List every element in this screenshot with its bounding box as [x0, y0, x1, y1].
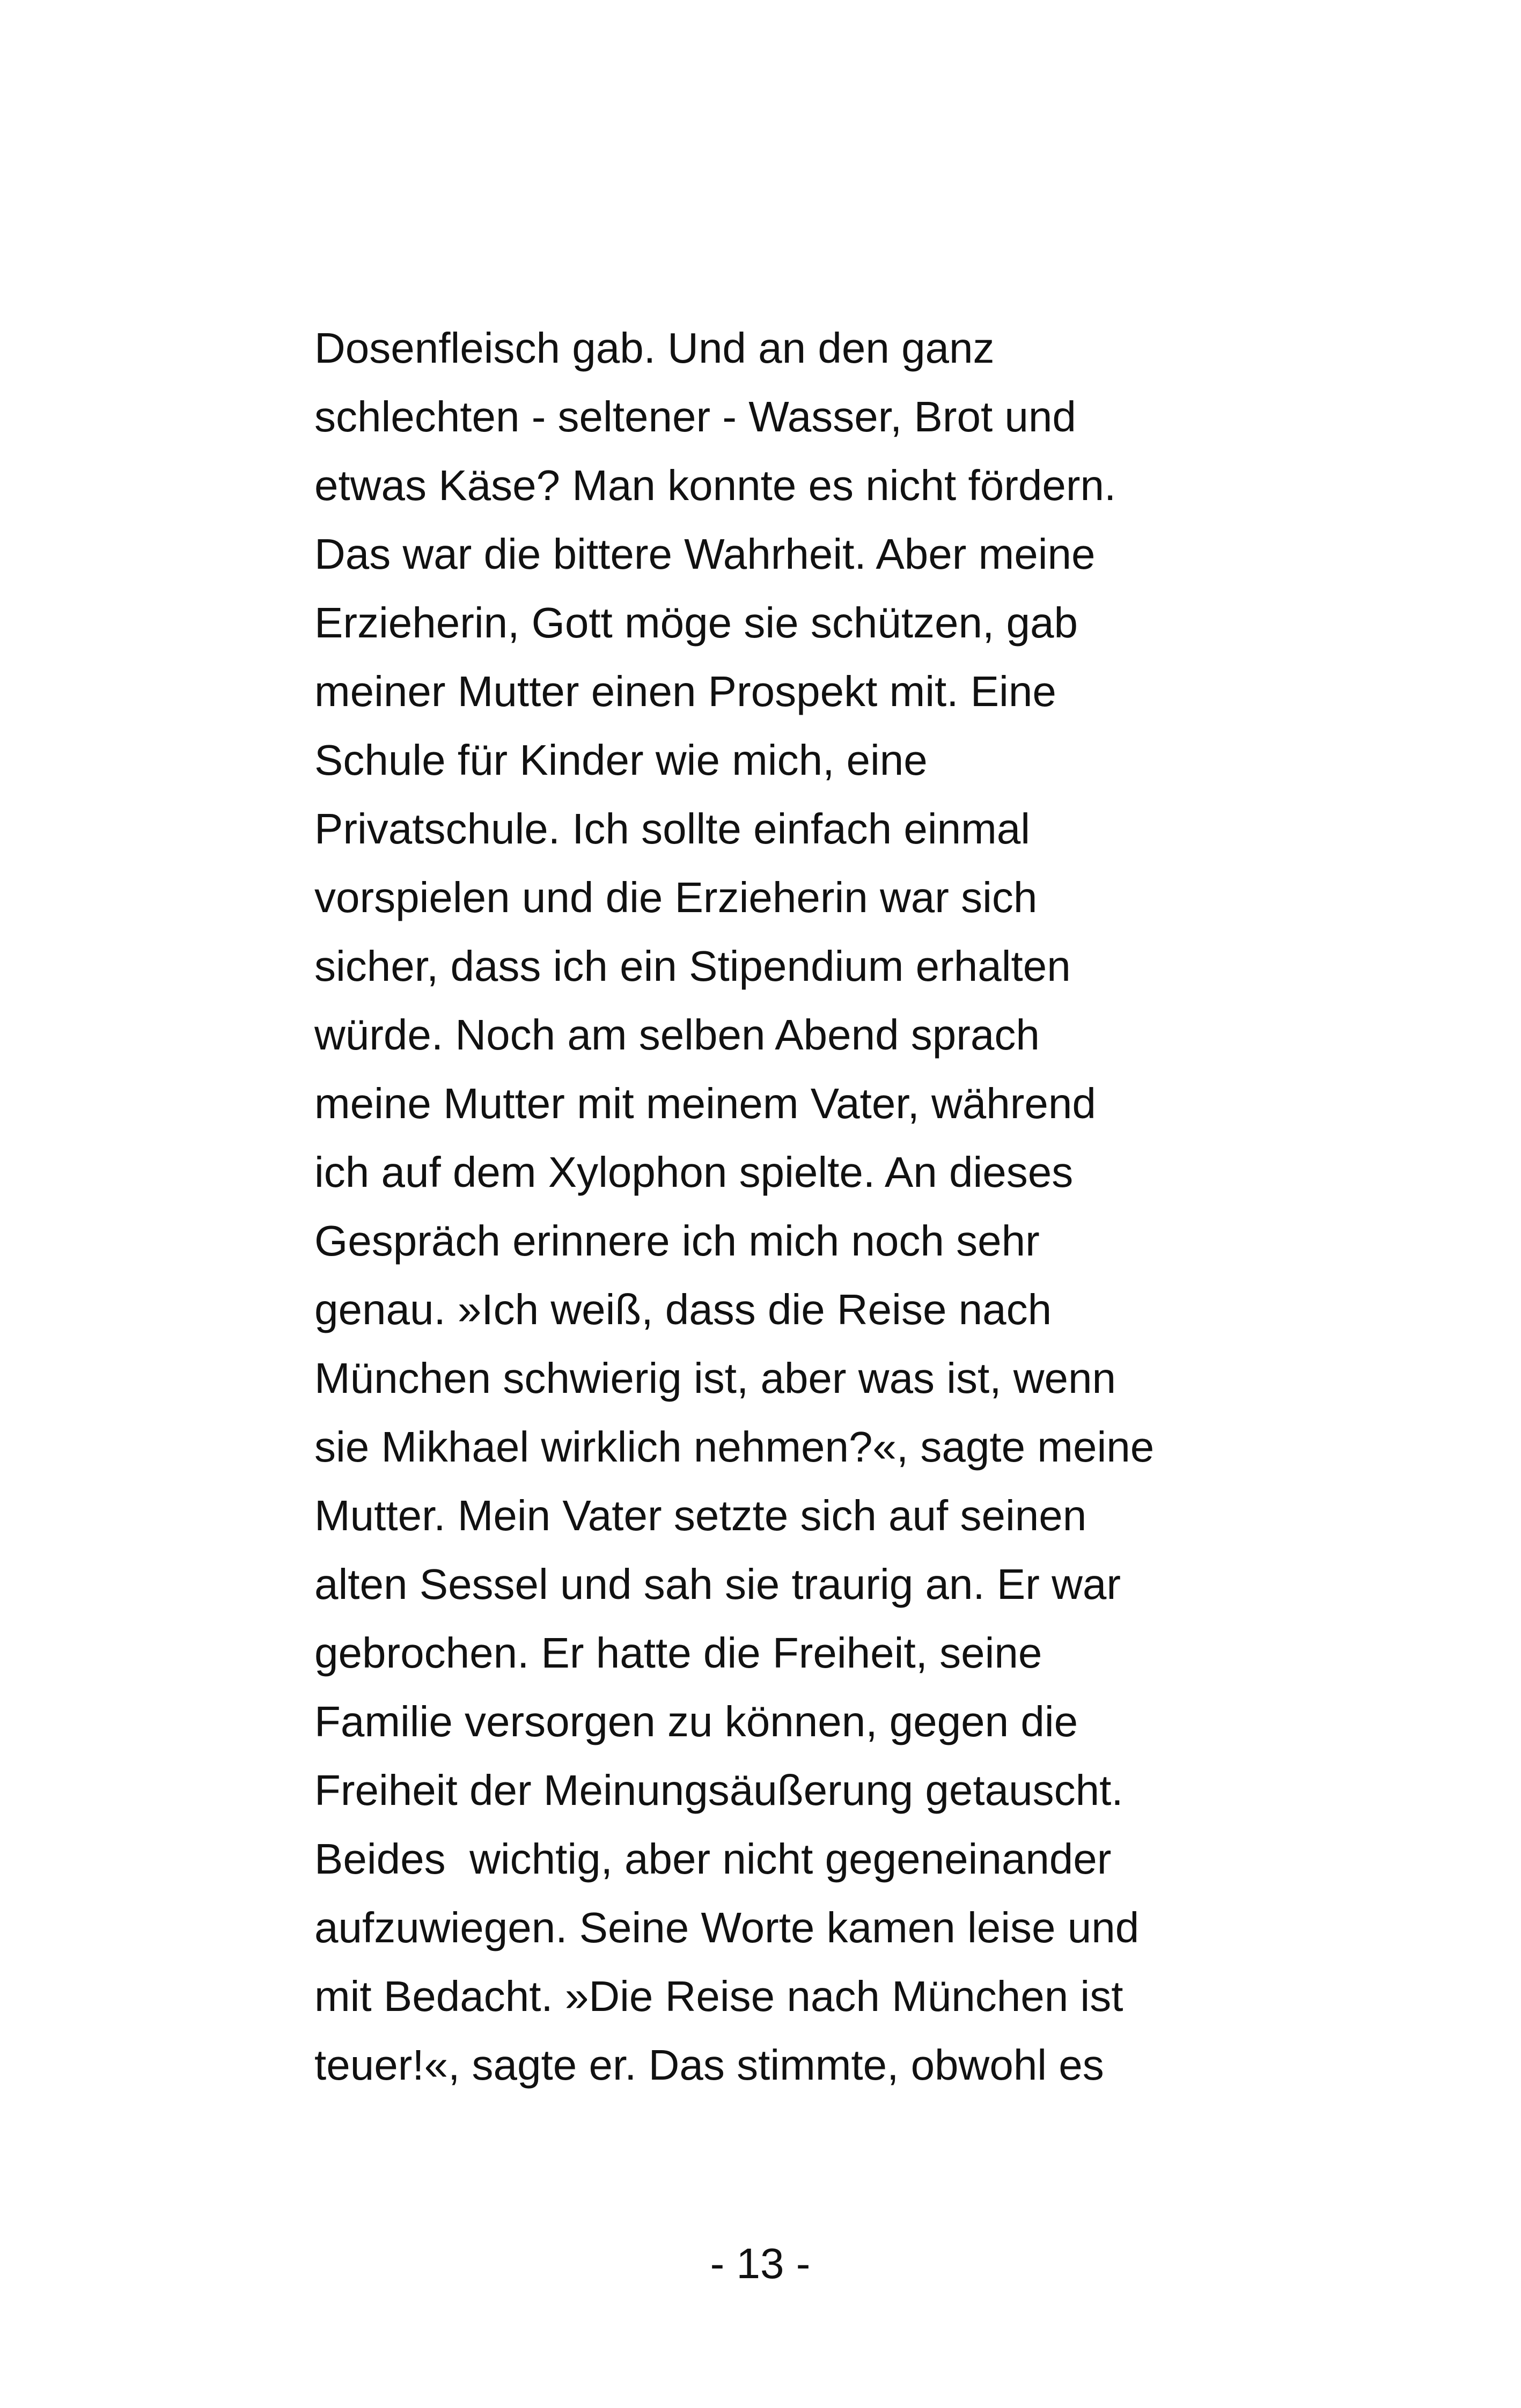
text-line: Schule für Kinder wie mich, eine: [314, 736, 928, 784]
text-line: würde. Noch am selben Abend sprach: [314, 1011, 1040, 1059]
text-line: Privatschule. Ich sollte einfach einmal: [314, 805, 1030, 853]
text-line: etwas Käse? Man konnte es nicht fördern.: [314, 461, 1116, 509]
text-line: meiner Mutter einen Prospekt mit. Eine: [314, 667, 1056, 715]
text-line: sie Mikhael wirklich nehmen?«, sagte meine: [314, 1423, 1155, 1471]
text-line: alten Sessel und sah sie traurig an. Er war: [314, 1560, 1121, 1608]
text-line: teuer!«, sagte er. Das stimmte, obwohl es: [314, 2041, 1104, 2089]
text-line: Erzieherin, Gott möge sie schützen, gab: [314, 599, 1078, 647]
text-line: vorspielen und die Erzieherin war sich: [314, 873, 1038, 921]
text-line: Beides wichtig, aber nicht gegeneinander: [314, 1835, 1112, 1883]
text-line: meine Mutter mit meinem Vater, während: [314, 1080, 1096, 1127]
text-line: Gespräch erinnere ich mich noch sehr: [314, 1217, 1040, 1265]
text-line: Das war die bittere Wahrheit. Aber meine: [314, 530, 1096, 578]
page-number: - 13 -: [710, 2240, 811, 2287]
text-line: Familie versorgen zu können, gegen die: [314, 1698, 1078, 1745]
text-line: ich auf dem Xylophon spielte. An dieses: [314, 1148, 1074, 1196]
text-line: aufzuwiegen. Seine Worte kamen leise und: [314, 1904, 1140, 1951]
text-line: mit Bedacht. »Die Reise nach München ist: [314, 1972, 1123, 2020]
text-line: Dosenfleisch gab. Und an den ganz: [314, 324, 995, 372]
text-line: Freiheit der Meinungsäußerung getauscht.: [314, 1766, 1123, 1814]
text-line: Mutter. Mein Vater setzte sich auf seinen: [314, 1492, 1087, 1539]
body-text: [314, 314, 1237, 2099]
text-line: schlechten - seltener - Wasser, Brot und: [314, 393, 1076, 441]
text-line: sicher, dass ich ein Stipendium erhalten: [314, 942, 1071, 990]
text-line: gebrochen. Er hatte die Freiheit, seine: [314, 1629, 1042, 1677]
text-line: genau. »Ich weiß, dass die Reise nach: [314, 1286, 1052, 1333]
text-line: München schwierig ist, aber was ist, wenn: [314, 1354, 1116, 1402]
